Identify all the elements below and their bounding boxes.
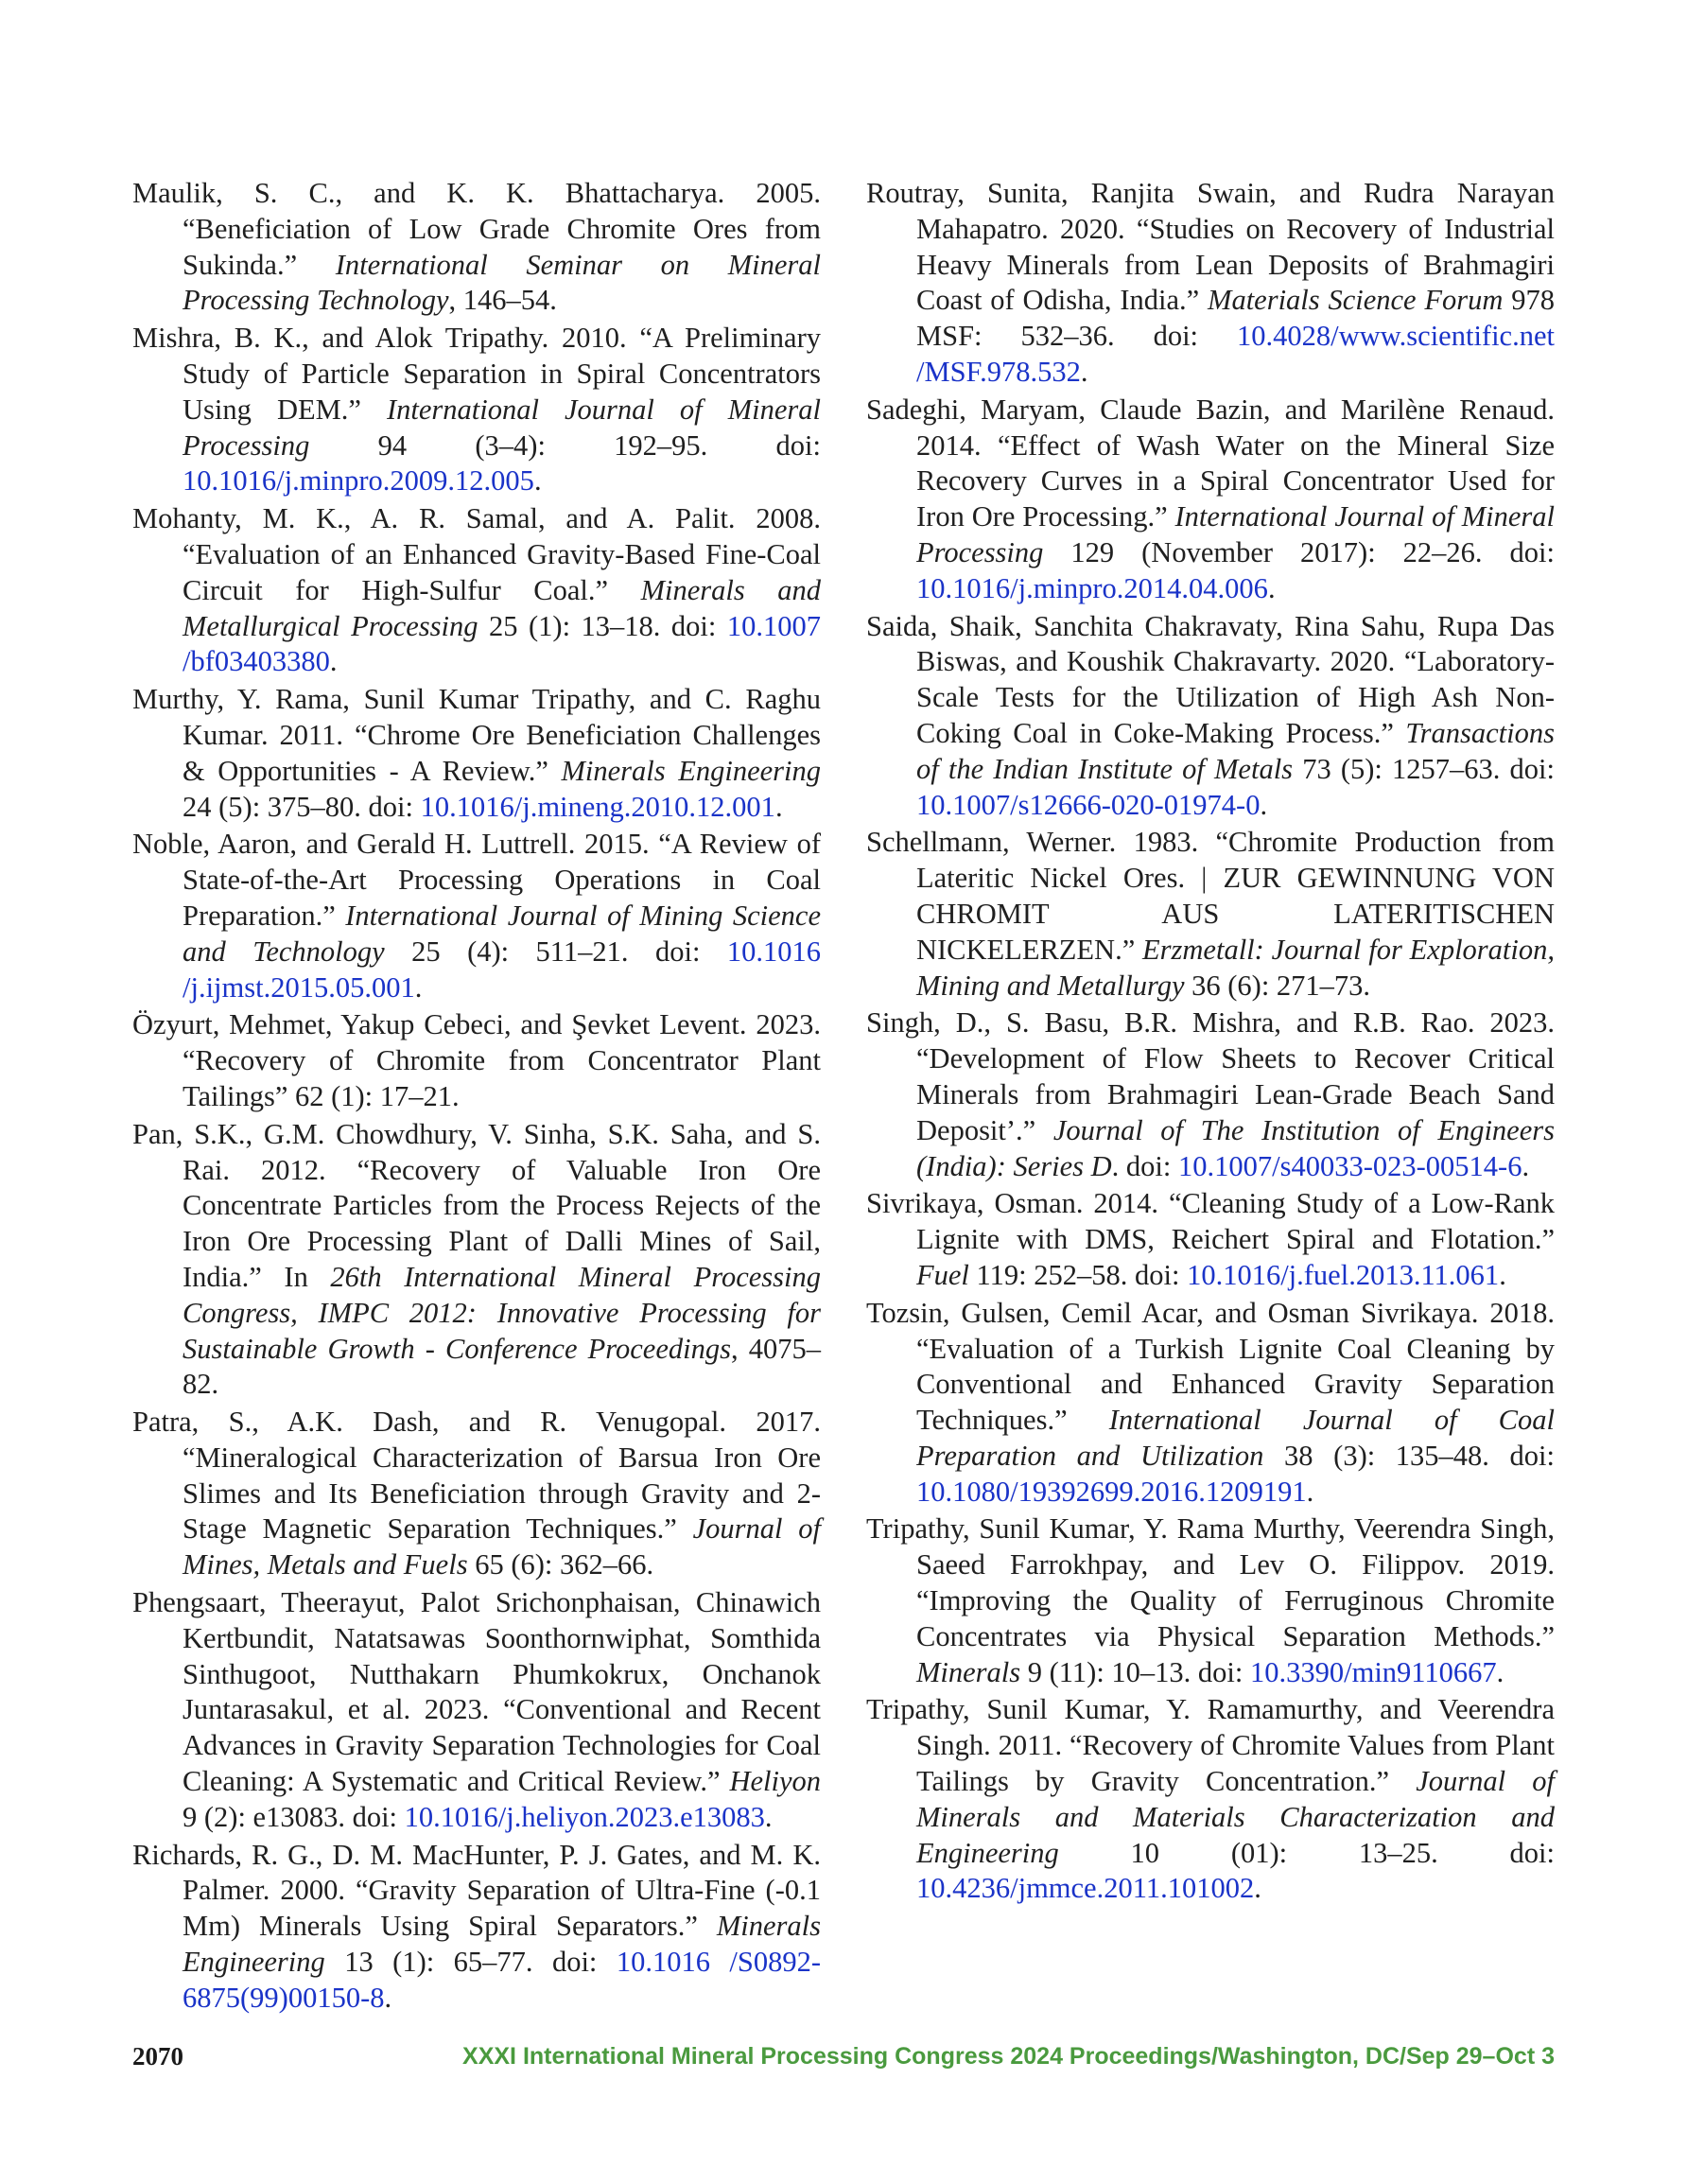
reference-entry — [866, 1296, 1555, 1511]
reference-title: “Recovery of Chromite Values from Plant Tailings by Gravity Concentration.” — [916, 1729, 1555, 1798]
reference-authors: Tripathy, Sunil Kumar, Y. Ramamurthy, and Veerendra Singh. 2011. — [866, 1693, 1555, 1762]
reference-title: “Studies on Recovery of Industrial Heavy Minerals from Lean Deposits of Brahmagiri Coast of Odisha, India.” — [916, 212, 1555, 317]
reference-journal: Minerals and Metallurgical Processing — [183, 573, 821, 642]
reference-title: “Chromite Production from Lateritic Nickel Ores. | ZUR GEWINNUNG VON CHROMIT AUS LATERITISCHEN NICKELERZEN.” — [916, 826, 1555, 966]
reference-end: . — [1499, 1258, 1506, 1291]
reference-doi-link[interactable]: 10.1016 /S0892-6875(99)00150-8 — [183, 1946, 821, 2014]
reference-details: 36 (6): 271–73. — [1184, 969, 1371, 1002]
reference-end: . — [533, 464, 542, 498]
reference-details: 119: 252–58. — [968, 1258, 1128, 1291]
reference-entry — [132, 176, 821, 319]
reference-doi-link[interactable]: 10.1016 /j.ijmst.2015.05.001 — [183, 935, 822, 1004]
reference-end: . — [1522, 1149, 1530, 1182]
reference-entry — [866, 1186, 1555, 1293]
reference-journal: International Journal of Mining Science and Technology — [183, 899, 822, 968]
reference-entry — [866, 609, 1555, 824]
reference-entry — [132, 501, 821, 680]
reference-title: “Chrome Ore Beneficiation Challenges & Opportunities - A Review.” — [183, 718, 821, 787]
reference-title: “Conventional and Recent Advances in Gravity Separation Technologies for Coal Cleaning: A Systematic and Critical Review.” — [183, 1693, 822, 1798]
reference-doi-prefix: doi: — [1482, 535, 1555, 568]
reference-authors: Schellmann, Werner. 1983. — [866, 826, 1216, 859]
reference-entry — [132, 682, 821, 825]
references-column-right — [866, 176, 1555, 1909]
reference-doi-prefix: doi: — [1127, 1258, 1188, 1291]
reference-title: “A Preliminary Study of Particle Separation in Spiral Concentrators Using DEM.” — [183, 322, 821, 426]
reference-entry — [866, 1005, 1555, 1184]
running-footer: XXXI International Mineral Processing Congress 2024 Proceedings/Washington, DC/Sep 29–Oct 3 — [462, 2043, 1555, 2070]
reference-doi-prefix: doi: — [1114, 320, 1237, 353]
reference-authors: Sadeghi, Maryam, Claude Bazin, and Marilène Renaud. 2014. — [866, 393, 1555, 462]
reference-journal: International Journal of Mineral Processing — [183, 393, 821, 462]
reference-details: 38 (3): 135–48. — [1263, 1439, 1489, 1472]
reference-details: 25 (1): 13–18. — [478, 609, 661, 642]
reference-doi-prefix: doi: — [1488, 1439, 1555, 1472]
reference-end: . — [1260, 788, 1268, 821]
reference-doi-link[interactable]: 10.1007/s40033-023-00514-6 — [1178, 1149, 1522, 1182]
reference-entry — [132, 1007, 821, 1114]
reference-doi-prefix: doi: — [344, 1800, 405, 1833]
reference-details: 65 (6): 362–66. — [467, 1548, 654, 1581]
reference-title: “Gravity Separation of Ultra-Fine (-0.1 Mm) Minerals Using Spiral Separators.” — [183, 1874, 821, 1943]
reference-end: . — [1254, 1872, 1261, 1905]
reference-authors: Mishra, B. K., and Alok Tripathy. 2010. — [132, 322, 640, 355]
reference-journal: International Journal of Coal Preparation and Utilization — [916, 1404, 1555, 1472]
reference-authors: Tripathy, Sunil Kumar, Y. Rama Murthy, Veerendra Singh, Saeed Farrokhpay, and Lev O. Filippov. 2019. — [866, 1512, 1555, 1581]
reference-details: 9 (2): e13083. — [183, 1800, 345, 1833]
reference-doi-link[interactable]: 10.3390/min9110667 — [1250, 1655, 1497, 1688]
reference-title: “Recovery of Chromite from Concentrator Plant Tailings” 62 (1): 17–21. — [183, 1044, 821, 1112]
reference-journal: Minerals — [916, 1655, 1021, 1688]
reference-doi-link[interactable]: 10.1016/j.heliyon.2023.e13083 — [404, 1800, 765, 1833]
reference-doi-prefix: doi: — [660, 609, 727, 642]
reference-title: “Laboratory-Scale Tests for the Utilization of High Ash Non-Coking Coal in Coke-Making Process.” — [916, 645, 1555, 749]
reference-authors: Murthy, Y. Rama, Sunil Kumar Tripathy, and C. Raghu Kumar. 2011. — [132, 683, 821, 751]
reference-details: 25 (4): 511–21. — [384, 935, 629, 968]
reference-title: “A Review of State-of-the-Art Processing Operations in Coal Preparation.” — [183, 828, 821, 932]
reference-end: . — [1306, 1475, 1314, 1508]
reference-details: 10 (01): 13–25. — [1058, 1836, 1438, 1869]
reference-journal: Materials Science Forum — [1208, 284, 1504, 317]
reference-end: . — [1496, 1655, 1504, 1688]
reference-details: 978 MSF: 532–36. — [916, 284, 1556, 353]
reference-doi-link[interactable]: 10.4236/jmmce.2011.101002 — [916, 1872, 1255, 1905]
reference-doi-prefix: doi: — [532, 1946, 617, 1979]
reference-entry — [132, 827, 821, 1005]
reference-doi-prefix: doi: — [1500, 752, 1555, 785]
reference-details: , 4075–82. — [183, 1332, 821, 1401]
references-column-left — [132, 176, 821, 2018]
reference-entry — [866, 176, 1555, 391]
reference-journal: Heliyon — [729, 1765, 821, 1798]
reference-doi-prefix: doi: — [360, 790, 421, 823]
page-number: 2070 — [132, 2042, 183, 2070]
reference-end: . — [764, 1800, 773, 1833]
reference-journal: Minerals Engineering — [183, 1910, 821, 1979]
reference-entry — [866, 1692, 1555, 1907]
reference-journal: International Journal of Mineral Processing — [916, 500, 1555, 568]
reference-authors: Tozsin, Gulsen, Cemil Acar, and Osman Sivrikaya. 2018. — [866, 1296, 1555, 1329]
reference-end: . — [1080, 355, 1088, 388]
reference-title: “Improving the Quality of Ferruginous Chromite Concentrates via Physical Separation Methods.” — [916, 1584, 1555, 1652]
reference-doi-prefix: doi: — [628, 935, 727, 968]
reference-details: 24 (5): 375–80. — [183, 790, 361, 823]
reference-title: “Development of Flow Sheets to Recover Critical Minerals from Brahmagiri Lean-Grade Beach Sand Deposit’.” — [916, 1042, 1555, 1146]
reference-entry — [132, 1117, 821, 1403]
reference-title: “Evaluation of a Turkish Lignite Coal Cleaning by Conventional and Enhanced Gravity Separation Techniques.” — [916, 1332, 1555, 1437]
reference-journal: Transactions of the Indian Institute of Metals — [916, 716, 1555, 785]
reference-details: 94 (3–4): 192–95. — [309, 428, 708, 462]
reference-end: . — [774, 790, 783, 823]
reference-journal: Erzmetall: Journal for Exploration, Mining and Metallurgy — [916, 933, 1555, 1002]
reference-authors: Patra, S., A.K. Dash, and R. Venugopal. 2017. — [132, 1406, 821, 1439]
reference-entry — [866, 1511, 1555, 1690]
reference-entry — [132, 1838, 821, 2017]
reference-authors: Sivrikaya, Osman. 2014. — [866, 1187, 1169, 1220]
reference-doi-link[interactable]: 10.1016/j.mineng.2010.12.001 — [420, 790, 775, 823]
reference-authors: Özyurt, Mehmet, Yakup Cebeci, and Şevket Levent. 2023. — [132, 1008, 821, 1041]
reference-title: “Beneficiation of Low Grade Chromite Ores from Sukinda.” — [183, 212, 821, 281]
reference-authors: Mohanty, M. K., A. R. Samal, and A. Palit. 2008. — [132, 502, 821, 535]
reference-entry — [132, 321, 821, 499]
reference-doi-link[interactable]: 10.1016/j.fuel.2013.11.061 — [1187, 1258, 1500, 1291]
reference-doi-link[interactable]: 10.1016/j.minpro.2014.04.006 — [916, 571, 1268, 604]
reference-entry — [866, 825, 1555, 1004]
reference-title: “Effect of Wash Water on the Mineral Size Recovery Curves in a Spiral Concentrator Used for Iron Ore Processing.” — [916, 428, 1555, 533]
reference-details: 73 (5): 1257–63. — [1293, 752, 1501, 785]
reference-entry — [866, 393, 1555, 607]
reference-authors: Richards, R. G., D. M. MacHunter, P. J. Gates, and M. K. Palmer. 2000. — [132, 1838, 821, 1907]
reference-doi-prefix: doi: — [707, 428, 821, 462]
reference-journal: International Seminar on Mineral Processing Technology — [183, 248, 821, 317]
reference-authors: Saida, Shaik, Sanchita Chakravaty, Rina Sahu, Rupa Das Biswas, and Koushik Chakravarty. 2020. — [866, 609, 1555, 678]
reference-journal: Journal of Minerals and Materials Characterization and Engineering — [916, 1765, 1555, 1869]
reference-entry — [132, 1585, 821, 1836]
reference-details: . — [1111, 1149, 1120, 1182]
reference-title: “Recovery of Valuable Iron Ore Concentrate Particles from the Process Rejects of the Iron Ore Processing Plant of Dalli Mines of Sail, India.” In — [183, 1153, 821, 1293]
reference-details: , 146–54. — [448, 284, 557, 317]
reference-journal: 26th International Mineral Processing Congress, IMPC 2012: Innovative Processing for Sustainable Growth - Conference Proceedings — [183, 1260, 821, 1365]
reference-doi-link[interactable]: 10.1007/s12666-020-01974-0 — [916, 788, 1261, 821]
reference-doi-prefix: doi: — [1119, 1149, 1178, 1182]
reference-title: “Evaluation of an Enhanced Gravity-Based Fine-Coal Circuit for High-Sulfur Coal.” — [183, 537, 821, 606]
reference-journal: Journal of Mines, Metals and Fuels — [183, 1512, 822, 1581]
reference-doi-prefix: doi: — [1437, 1836, 1555, 1869]
reference-journal: Journal of The Institution of Engineers (India): Series D — [916, 1113, 1555, 1182]
reference-doi-link[interactable]: 10.4028/www.scientific.net /MSF.978.532 — [916, 320, 1555, 388]
reference-end: . — [1267, 571, 1276, 604]
reference-details: 9 (11): 10–13. — [1020, 1655, 1191, 1688]
reference-doi-link[interactable]: 10.1007 /bf03403380 — [183, 609, 821, 678]
reference-journal: Fuel — [916, 1258, 969, 1291]
reference-journal: Minerals Engineering — [561, 754, 821, 787]
reference-authors: Noble, Aaron, and Gerald H. Luttrell. 2015. — [132, 828, 659, 861]
reference-entry — [132, 1405, 821, 1583]
reference-doi-link[interactable]: 10.1080/19392699.2016.1209191 — [916, 1475, 1307, 1508]
reference-authors: Maulik, S. C., and K. K. Bhattacharya. 2005. — [132, 177, 821, 209]
reference-details: 129 (November 2017): 22–26. — [1043, 535, 1483, 568]
reference-authors: Routray, Sunita, Ranjita Swain, and Rudra Narayan Mahapatro. 2020. — [866, 177, 1555, 245]
reference-authors: Pan, S.K., G.M. Chowdhury, V. Sinha, S.K. Saha, and S. Rai. 2012. — [132, 1117, 821, 1186]
reference-doi-link[interactable]: 10.1016/j.minpro.2009.12.005 — [183, 464, 534, 498]
reference-doi-prefix: doi: — [1191, 1655, 1250, 1688]
reference-authors: Phengsaart, Theerayut, Palot Srichonphaisan, Chinawich Kertbundit, Natatsawas Soonthornwiphat, Somthida Sinthugoot, Nutthakarn Phumkokrux, Onchanok Juntarasakul, et al. 2023. — [132, 1586, 821, 1726]
reference-end: . — [414, 970, 423, 1004]
reference-end: . — [384, 1981, 392, 2014]
reference-title: “Mineralogical Characterization of Barsua Iron Ore Slimes and Its Beneficiation through Gravity and 2-Stage Magnetic Separation Techniques.” — [183, 1441, 821, 1546]
reference-details: 13 (1): 65–77. — [324, 1946, 533, 1979]
reference-authors: Singh, D., S. Basu, B.R. Mishra, and R.B. Rao. 2023. — [866, 1006, 1555, 1040]
reference-title: “Cleaning Study of a Low-Rank Lignite with DMS, Reichert Spiral and Flotation.” — [916, 1187, 1555, 1256]
reference-end: . — [329, 645, 338, 678]
